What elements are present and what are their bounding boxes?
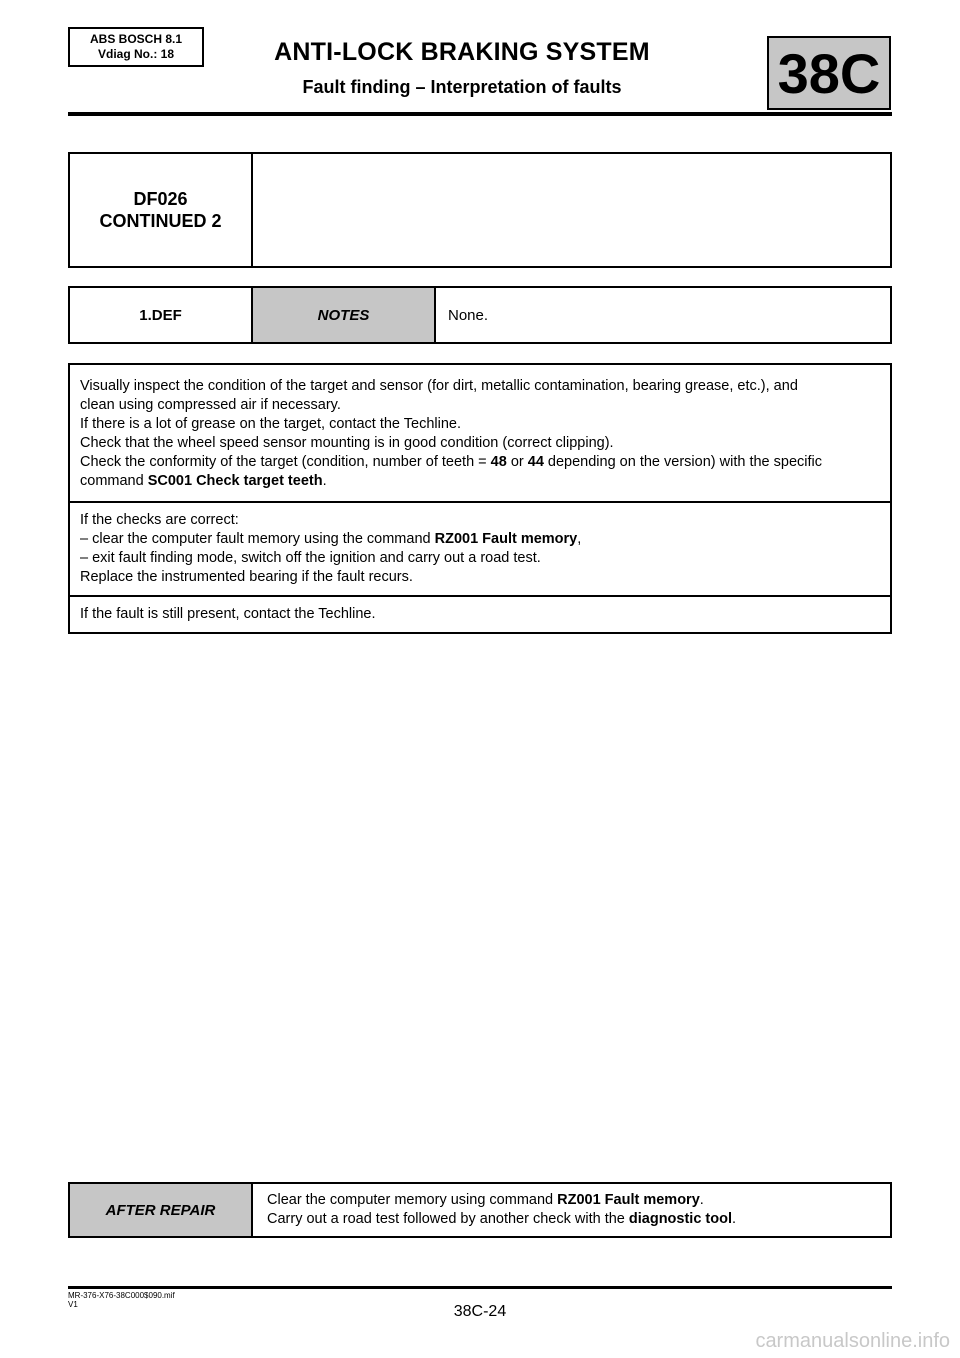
notes-value: None. [435, 287, 891, 343]
inspection-line-4: Check that the wheel speed sensor mounting is in good condition (correct clipping). [80, 435, 614, 451]
watermark: carmanualsonline.info [755, 1330, 950, 1352]
version-label: V1 [68, 1300, 78, 1309]
inspection-block [69, 364, 891, 502]
notes-label: NOTES [252, 287, 435, 343]
text-fragment: depending on the version) with the specific [543, 454, 822, 470]
fault-header-table [68, 152, 892, 268]
text-fragment: Carry out a road test followed by another check with the [267, 1211, 629, 1227]
after-repair-text [252, 1183, 891, 1237]
page-subtitle: Fault finding – Interpretation of faults [302, 77, 622, 97]
fault-status: CONTINUED 2 [99, 211, 222, 231]
after-repair-line-1 [267, 1191, 876, 1210]
text-fragment: . [699, 1192, 704, 1208]
checks-line-2 [80, 530, 880, 549]
command-sc001: SC001 Check target teeth [147, 473, 323, 489]
checks-line-1: If the checks are correct: [80, 512, 239, 528]
fault-code: DF026 [133, 189, 188, 209]
file-reference: MR-376-X76-38C000$090.mif [68, 1291, 175, 1300]
command-rz001-after: RZ001 Fault memory [557, 1192, 700, 1208]
text-fragment: – clear the computer fault memory using the command [80, 531, 435, 547]
text-fragment: Check the conformity of the target (condition, number of teeth = [80, 454, 491, 470]
inspection-line-3: If there is a lot of grease on the target, contact the Techline. [80, 416, 461, 432]
after-repair-label: AFTER REPAIR [69, 1183, 252, 1237]
checks-line-4: Replace the instrumented bearing if the fault recurs. [80, 569, 413, 585]
page-number: 38C-24 [453, 1303, 507, 1320]
checks-line-3: – exit fault finding mode, switch off the ignition and carry out a road test. [80, 550, 541, 566]
teeth-count-48: 48 [490, 454, 507, 470]
diagnostic-tool: diagnostic tool [628, 1211, 732, 1227]
teeth-count-44: 44 [527, 454, 544, 470]
text-fragment: Clear the computer memory using command [267, 1192, 558, 1208]
text-fragment: , [577, 531, 582, 547]
def-label: 1.DEF [69, 287, 252, 343]
model-badge [68, 27, 204, 67]
model-name: ABS BOSCH 8.1 [89, 32, 183, 46]
footer-divider [68, 1286, 892, 1289]
vdiag-number: Vdiag No.: 18 [97, 47, 174, 61]
inspection-line-1: Visually inspect the condition of the target and sensor (for dirt, metallic contamination, bearing grease, etc.), and [80, 378, 798, 394]
after-repair-table [68, 1182, 892, 1238]
command-rz001: RZ001 Fault memory [434, 531, 578, 547]
checks-block [69, 502, 891, 596]
fault-code-cell [69, 153, 252, 267]
notes-table [68, 286, 892, 344]
fault-description-cell [252, 153, 891, 267]
fallback-line-1: If the fault is still present, contact the Techline. [80, 606, 376, 622]
inspection-line-2: clean using compressed air if necessary. [80, 397, 341, 413]
inspection-line-6 [80, 472, 880, 491]
header-divider [68, 112, 892, 116]
section-code-badge: 38C [767, 36, 891, 110]
instructions-table [68, 363, 892, 634]
text-fragment: or [506, 454, 528, 470]
fallback-block [69, 596, 891, 633]
inspection-line-5 [80, 453, 880, 472]
after-repair-line-2 [267, 1210, 876, 1229]
text-fragment: . [732, 1211, 737, 1227]
page-title: ANTI-LOCK BRAKING SYSTEM [274, 38, 650, 66]
text-fragment: . [322, 473, 327, 489]
text-fragment: command [80, 473, 148, 489]
